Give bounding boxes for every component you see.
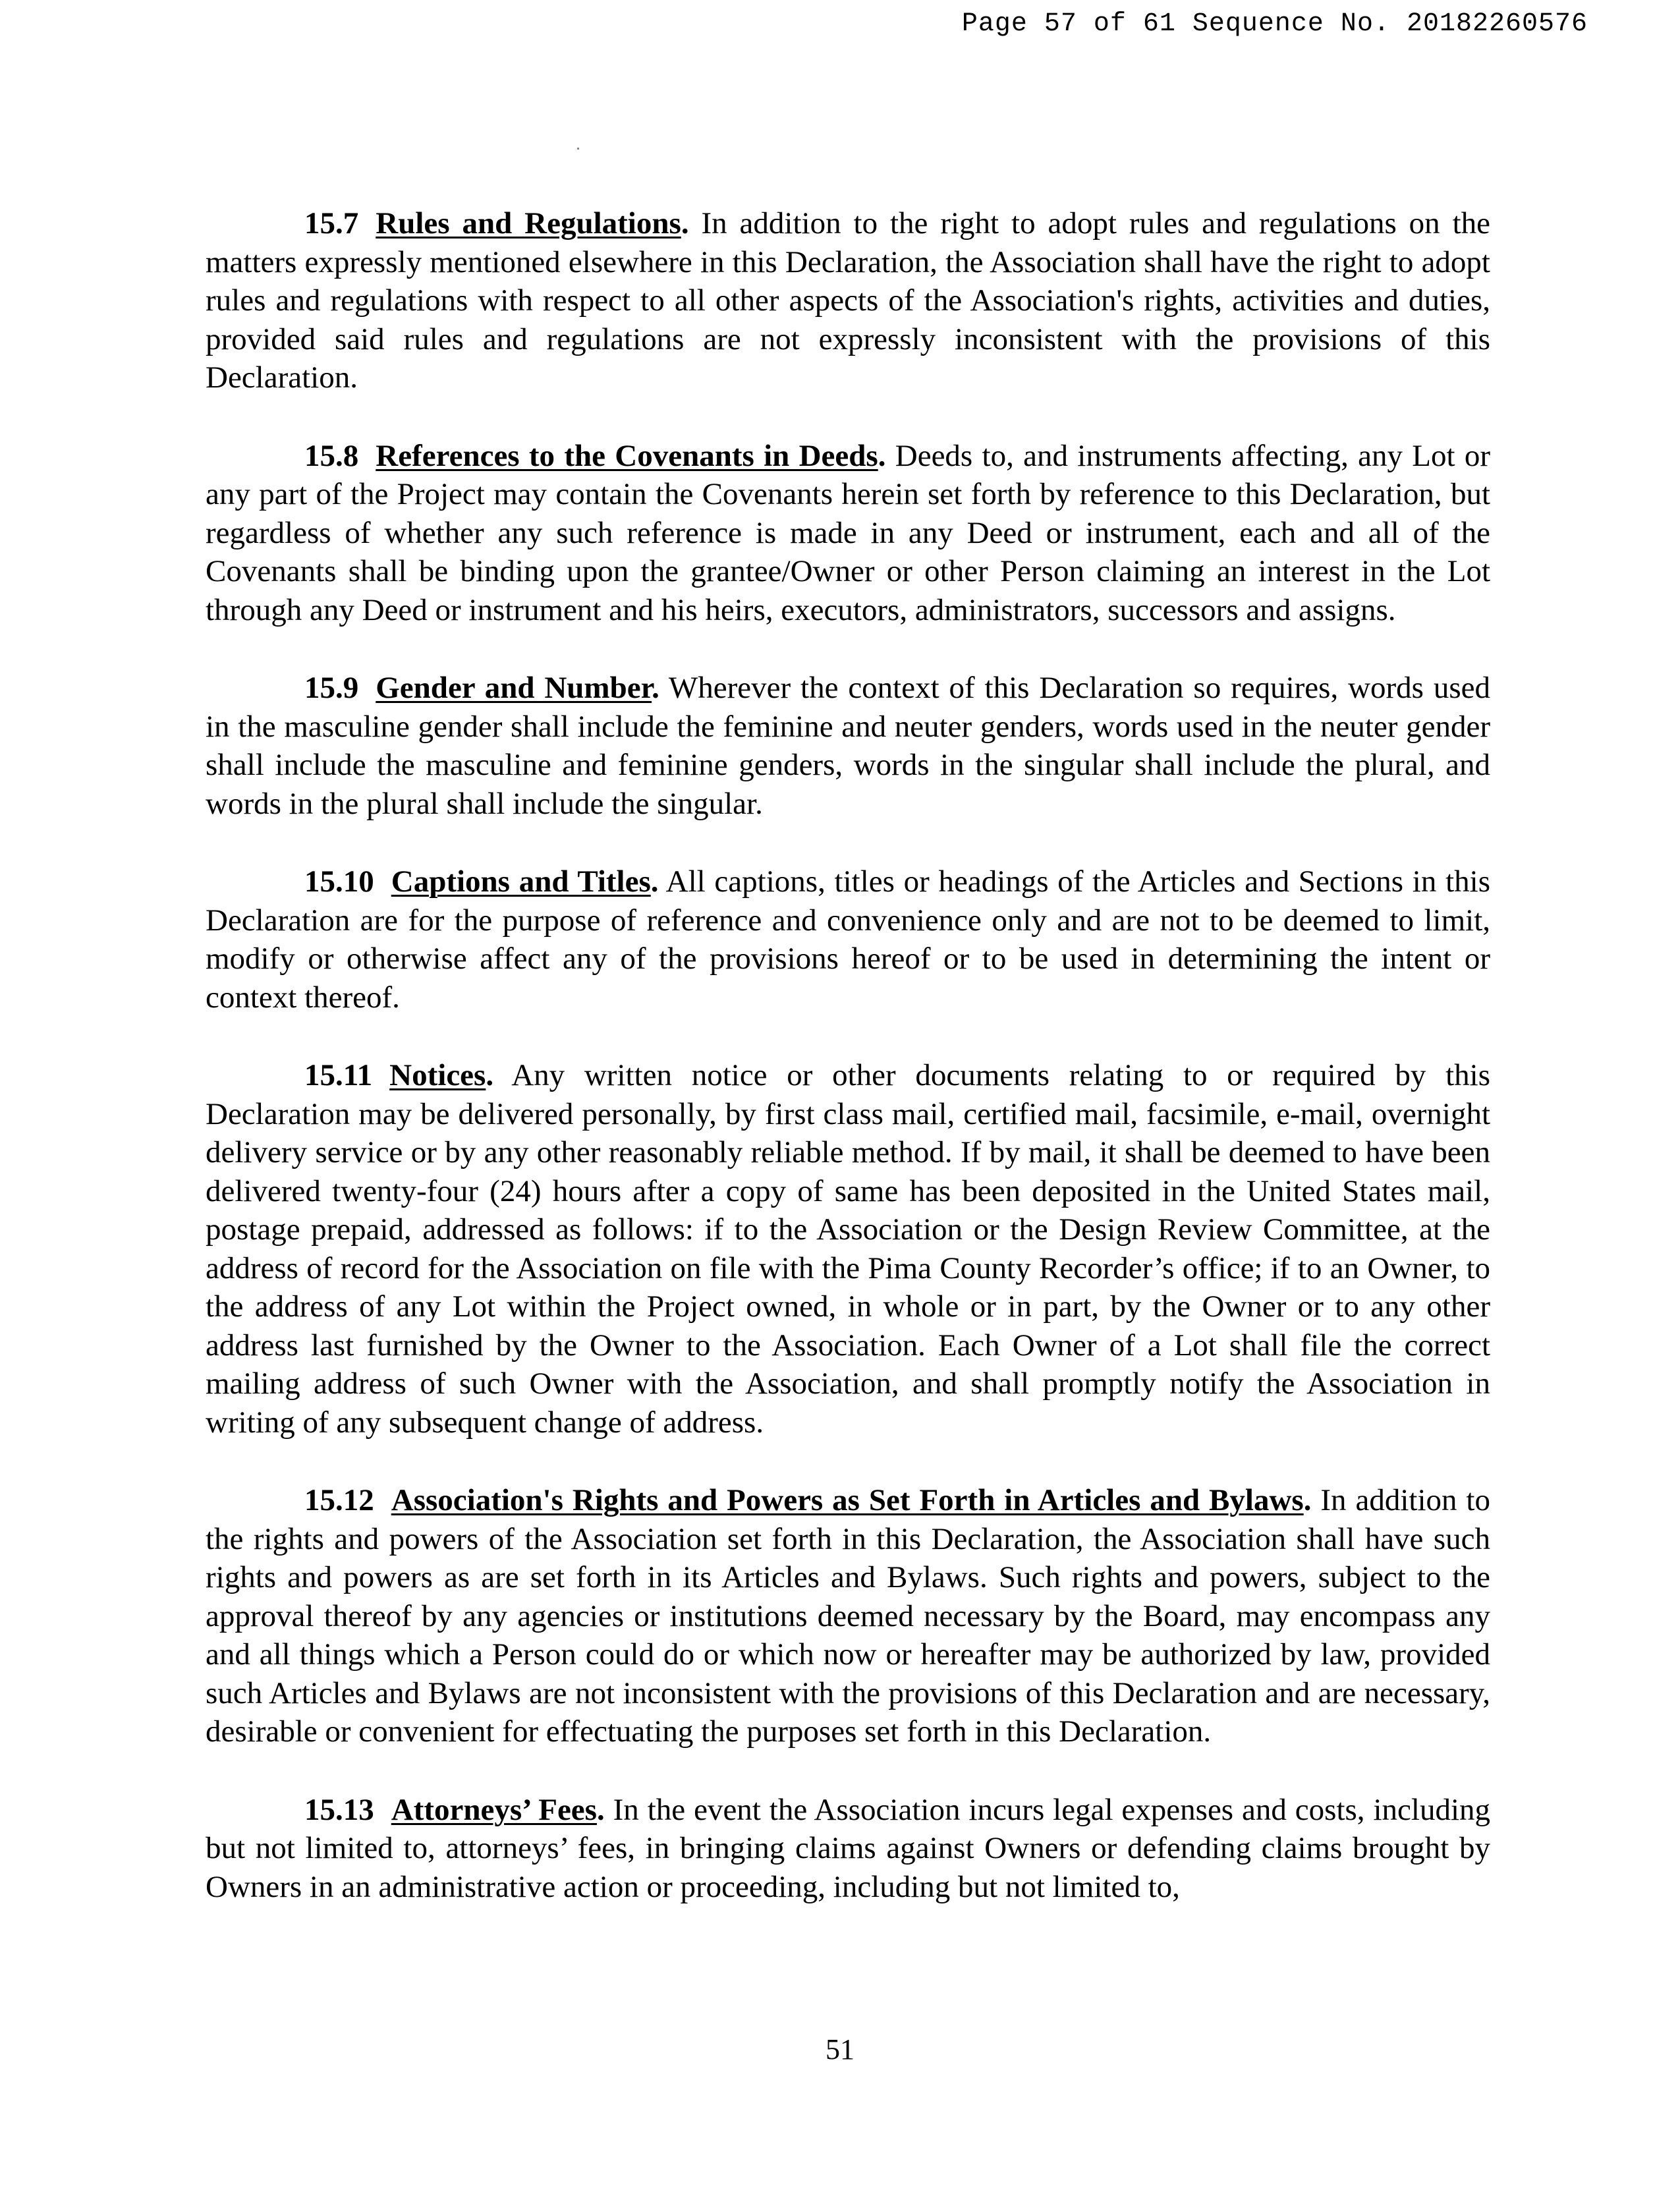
section-text: In the event the Association incurs legal expenses and costs, including but not limited to, attorneys’ fees, in bringing claims against Owners or defending claims brought by Owners in an administrative action or proceeding, including but not limited to, <box>206 1792 1491 1904</box>
section-text: All captions, titles or headings of the Articles and Sections in this Declaration are for the purpose of reference and convenience only and are not to be deemed to limit, modify or otherwise affect any of the provisions hereof or to be used in determining the intent or context thereof. <box>206 864 1490 1015</box>
section-title: Captions and Titles <box>391 864 651 899</box>
section-15-12: 15.12 Association's Rights and Powers as Set Forth in Articles and Bylaws. In addition to the rights and powers of the Association set forth in this Declaration, the Association shall have such rights and powers as are set forth in its Articles and Bylaws. Such rights and powers, subject to the approval thereof by any agencies or institutions deemed necessary by the Board, may encompass any and all things which a Person could do or which now or hereafter may be authorized by law, provided such Articles and Bylaws are not inconsistent with the provisions of this Declaration and are necessary, desirable or convenient for effectuating the purposes set forth in this Declaration. <box>206 1483 1490 1749</box>
section-number: 15.11 <box>304 1058 373 1092</box>
section-number: 15.7 <box>304 206 359 240</box>
document-body <box>206 204 1490 1946</box>
section-number: 15.12 <box>304 1483 374 1517</box>
section-number: 15.10 <box>304 864 374 899</box>
section-number: 15.13 <box>304 1792 374 1827</box>
scan-speck <box>577 148 579 150</box>
section-text: Wherever the context of this Declaration so requires, words used in the masculine gender shall include the feminine and neuter genders, words used in the neuter gender shall include the masculine and feminine genders, words in the singular shall include the plural, and words in the plural shall include the singular. <box>206 671 1490 821</box>
page-number: 51 <box>826 2033 854 2066</box>
section-title: Association's Rights and Powers as Set Forth in Articles and Bylaws <box>391 1483 1304 1517</box>
page-header: Page 57 of 61 Sequence No. 20182260576 <box>961 9 1588 39</box>
section-number: 15.8 <box>304 438 359 473</box>
section-text: In addition to the right to adopt rules and regulations on the matters expressly mentioned elsewhere in this Declaration, the Association shall have the right to adopt rules and regulations with respect to all other aspects of the Association's rights, activities and duties, provided said rules and regulations are not expressly inconsistent with the provisions of this Declaration. <box>206 206 1490 395</box>
section-title: References to the Covenants in Deeds <box>376 438 878 473</box>
section-15-11: 15.11 Notices. Any written notice or other documents relating to or required by this Declaration may be delivered personally, by first class mail, certified mail, facsimile, e-mail, overnight delivery service or by any other reasonably reliable method. If by mail, it shall be deemed to have been delivered twenty-four (24) hours after a copy of same has been deposited in the United States mail, postage prepaid, addressed as follows: if to the Association or the Design Review Committee, at the address of record for the Association on file with the Pima County Recorder’s office; if to an Owner, to the address of any Lot within the Project owned, in whole or in part, by the Owner or to any other address last furnished by the Owner to the Association. Each Owner of a Lot shall file the correct mailing address of such Owner with the Association, and shall promptly notify the Association in writing of any subsequent change of address. <box>206 1058 1490 1440</box>
section-text: Any written notice or other documents relating to or required by this Declaration may be delivered personally, by first class mail, certified mail, facsimile, e-mail, overnight delivery service or by any other reasonably reliable method. If by mail, it shall be deemed to have been delivered twenty-four (24) hours after a copy of same has been deposited in the United States mail, postage prepaid, addressed as follows: if to the Association or the Design Review Committee, at the address of record for the Association on file with the Pima County Recorder’s office; if to an Owner, to the address of any Lot within the Project owned, in whole or in part, by the Owner or to any other address last furnished by the Owner to the Association. Each Owner of a Lot shall file the correct mailing address of such Owner with the Association, and shall promptly notify the Association in writing of any subsequent change of address. <box>206 1058 1490 1440</box>
section-number: 15.9 <box>304 671 359 705</box>
section-15-8: 15.8 References to the Covenants in Deeds. Deeds to, and instruments affecting, any Lot or any part of the Project may contain the Covenants herein set forth by reference to this Declaration, but regardless of whether any such reference is made in any Deed or instrument, each and all of the Covenants shall be binding upon the grantee/Owner or other Person claiming an interest in the Lot through any Deed or instrument and his heirs, executors, administrators, successors and assigns. <box>206 438 1490 627</box>
section-15-7: 15.7 Rules and Regulations. In addition to the right to adopt rules and regulations on the matters expressly mentioned elsewhere in this Declaration, the Association shall have the right to adopt rules and regulations with respect to all other aspects of the Association's rights, activities and duties, provided said rules and regulations are not expressly inconsistent with the provisions of this Declaration. <box>206 206 1490 395</box>
section-text: Deeds to, and instruments affecting, any Lot or any part of the Project may contain the Covenants herein set forth by reference to this Declaration, but regardless of whether any such reference is made in any Deed or instrument, each and all of the Covenants shall be binding upon the grantee/Owner or other Person claiming an interest in the Lot through any Deed or instrument and his heirs, executors, administrators, successors and assigns. <box>206 438 1490 627</box>
section-title: Notices <box>389 1058 486 1092</box>
section-title: Attorneys’ Fees <box>391 1792 597 1827</box>
section-15-9: 15.9 Gender and Number. Wherever the context of this Declaration so requires, words used in the masculine gender shall include the feminine and neuter genders, words used in the neuter gender shall include the masculine and feminine genders, words in the singular shall include the plural, and words in the plural shall include the singular. <box>206 671 1490 821</box>
section-title: Gender and Number <box>376 671 652 705</box>
section-15-13: 15.13 Attorneys’ Fees. In the event the Association incurs legal expenses and costs, including but not limited to, attorneys’ fees, in bringing claims against Owners or defending claims brought by Owners in an administrative action or proceeding, including but not limited to, <box>206 1792 1491 1904</box>
section-text: In addition to the rights and powers of the Association set forth in this Declaration, the Association shall have such rights and powers as are set forth in its Articles and Bylaws. Such rights and powers, subject to the approval thereof by any agencies or institutions deemed necessary by the Board, may encompass any and all things which a Person could do or which now or hereafter may be authorized by law, provided such Articles and Bylaws are not inconsistent with the provisions of this Declaration and are necessary, desirable or convenient for effectuating the purposes set forth in this Declaration. <box>206 1483 1490 1749</box>
section-15-10: 15.10 Captions and Titles. All captions, titles or headings of the Articles and Sections in this Declaration are for the purpose of reference and convenience only and are not to be deemed to limit, modify or otherwise affect any of the provisions hereof or to be used in determining the intent or context thereof. <box>206 864 1490 1015</box>
section-title: Rules and Regulations <box>376 206 681 240</box>
